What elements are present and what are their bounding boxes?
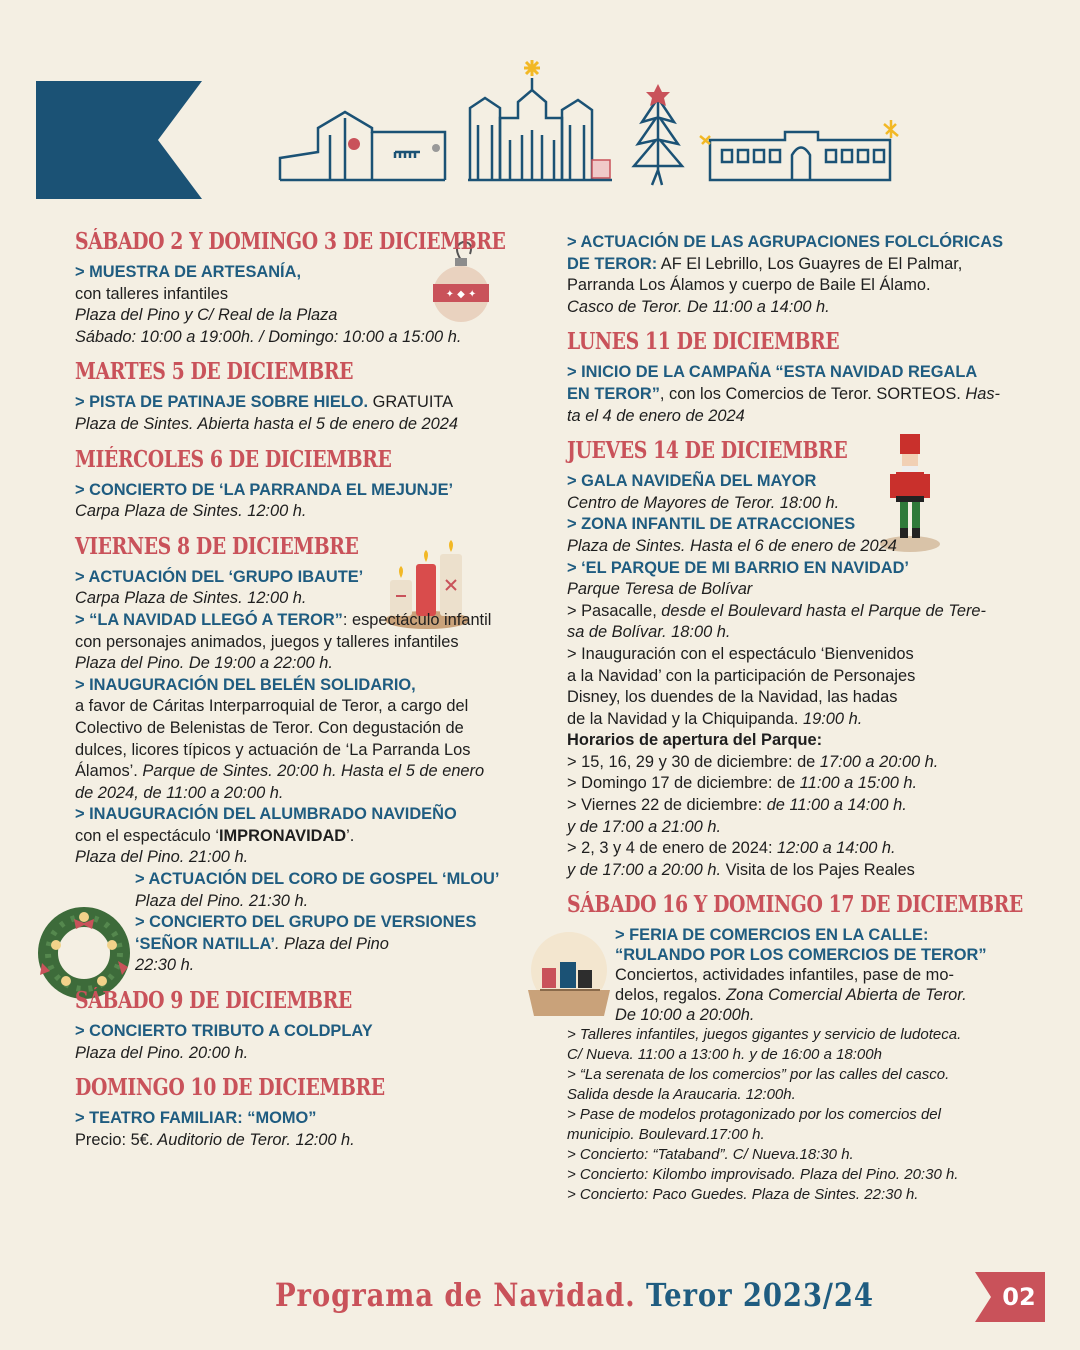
event-item	[75, 480, 535, 523]
sub-event: > Concierto: “Tataband”. C/ Nueva.18:30 h.	[567, 1146, 854, 1164]
event-title: > GALA NAVIDEÑA DEL MAYOR	[567, 472, 817, 491]
event-detail: GRATUITA	[368, 393, 454, 412]
day-heading: SÁBADO 9 DE DICIEMBRE	[75, 987, 352, 1015]
day-heading: MARTES 5 DE DICIEMBRE	[75, 358, 354, 386]
event-detail: Conciertos, actividades infantiles, pase de mo-	[615, 966, 954, 985]
event-detail: Plaza del Pino. 20:00 h.	[75, 1043, 249, 1062]
event-title: EN TEROR”	[567, 384, 660, 403]
event-title: ‘SEÑOR NATILLA’	[135, 934, 275, 953]
event-detail: Plaza del Pino. 21:30 h.	[135, 891, 309, 910]
event-detail: Auditorio de Teror. 12:00 h.	[153, 1130, 355, 1149]
left-column	[75, 228, 535, 1151]
sub-event: Salida desde la Araucaria. 12:00h.	[567, 1086, 796, 1104]
event-detail: Parranda Los Álamos y cuerpo de Baile El Álamo.	[567, 276, 931, 295]
event-item	[567, 232, 1017, 318]
event-item	[567, 471, 1017, 881]
event-title: > TEATRO FAMILIAR: “MOMO”	[75, 1109, 317, 1128]
day-heading: JUEVES 14 DE DICIEMBRE	[567, 437, 848, 465]
hours-time: de 11:00 a 14:00 h.	[762, 796, 907, 815]
event-detail: a favor de Cáritas Interparroquial de Teror, a cargo del	[75, 697, 469, 716]
event-detail: > Inauguración con el espectáculo ‘Bienvenidos	[567, 644, 914, 663]
hours-line: > Domingo 17 de diciembre: de	[567, 774, 796, 793]
banner-flag-icon	[36, 81, 202, 199]
event-detail: Plaza del Pino. 21:00 h.	[75, 848, 249, 867]
event-detail: Álamos’.	[75, 762, 138, 781]
event-detail: de 2024, de 11:00 a 20:00 h.	[75, 783, 284, 802]
event-title: > PISTA DE PATINAJE SOBRE HIELO.	[75, 393, 369, 412]
event-detail: dulces, licores típicos y actuación de ‘La Parranda Los	[75, 740, 471, 759]
event-detail: sa de Bolívar. 18:00 h.	[567, 623, 731, 642]
event-title: > ZONA INFANTIL DE ATRACCIONES	[567, 515, 856, 534]
event-detail: 19:00 h.	[798, 709, 863, 728]
sub-event: > Talleres infantiles, juegos gigantes y servicio de ludoteca.	[567, 1026, 962, 1044]
event-detail: , con los Comercios de Teror. SORTEOS.	[659, 384, 961, 403]
sub-event: > “La serenata de los comercios” por las calles del casco.	[567, 1066, 950, 1084]
day-heading: VIERNES 8 DE DICIEMBRE	[75, 532, 359, 560]
hours-time: 12:00 a 14:00 h.	[772, 839, 896, 858]
event-title: > “LA NAVIDAD LLEGÓ A TEROR”	[75, 610, 343, 629]
footer-title-red: Programa de Navidad.	[275, 1276, 646, 1314]
event-item	[75, 392, 535, 435]
event-detail: Plaza de Sintes. Hasta el 6 de enero de 2024	[567, 536, 897, 555]
event-detail: Carpa Plaza de Sintes. 12:00 h.	[75, 589, 307, 608]
hours-time: y de 17:00 a 21:00 h.	[567, 817, 722, 836]
event-detail: delos, regalos.	[615, 986, 722, 1005]
event-detail: Casco de Teror. De 11:00 a 14:00 h.	[567, 297, 830, 316]
event-detail: Zona Comercial Abierta de Teror.	[721, 986, 967, 1005]
event-detail: Plaza del Pino. De 19:00 a 22:00 h.	[75, 654, 333, 673]
footer-title	[275, 1276, 874, 1314]
event-detail: IMPRONAVIDAD	[218, 826, 347, 845]
page-number: 02	[1002, 1283, 1036, 1311]
event-item	[75, 1021, 535, 1064]
event-detail: Centro de Mayores de Teror. 18:00 h.	[567, 493, 840, 512]
day-heading: MIÉRCOLES 6 DE DICIEMBRE	[75, 445, 392, 473]
event-title: DE TEROR:	[567, 254, 658, 273]
event-item	[567, 925, 1017, 1205]
town-skyline-icon	[270, 40, 910, 190]
event-detail: Plaza de Sintes. Abierta hasta el 5 de enero de 2024	[75, 414, 459, 433]
footer-title-blue: Teror 2023/24	[645, 1276, 874, 1314]
hours-line: > 15, 16, 29 y 30 de diciembre: de	[567, 752, 816, 771]
hours-title: Horarios de apertura del Parque:	[567, 731, 823, 750]
sub-event: municipio. Boulevard.17:00 h.	[567, 1126, 765, 1144]
event-detail: ’.	[346, 826, 355, 845]
event-title: > FERIA DE COMERCIOS EN LA CALLE:	[615, 926, 929, 945]
event-item	[75, 1108, 535, 1151]
event-detail: ta el 4 de enero de 2024	[567, 406, 745, 425]
event-detail: . Plaza del Pino	[274, 934, 389, 953]
event-item	[75, 567, 535, 977]
event-detail: Colectivo de Belenistas de Teror. Con degustación de	[75, 718, 464, 737]
event-title: > ‘EL PARQUE DE MI BARRIO EN NAVIDAD’	[567, 558, 909, 577]
day-heading: LUNES 11 DE DICIEMBRE	[567, 328, 840, 356]
sub-event: > Concierto: Kilombo improvisado. Plaza del Pino. 20:30 h.	[567, 1166, 959, 1184]
event-detail: con talleres infantiles	[75, 284, 229, 303]
event-item	[567, 362, 1017, 427]
hours-time: y de 17:00 a 20:00 h.	[567, 860, 722, 879]
event-detail: de la Navidad y la Chiquipanda.	[567, 709, 799, 728]
event-title: > MUESTRA DE ARTESANÍA,	[75, 263, 301, 281]
day-heading: SÁBADO 2 Y DOMINGO 3 DE DICIEMBRE	[75, 228, 506, 255]
event-detail: desde el Boulevard hasta el Parque de Tere-	[656, 601, 986, 620]
hours-time: 11:00 a 15:00 h.	[795, 774, 918, 793]
event-detail: Disney, los duendes de la Navidad, las hadas	[567, 688, 898, 707]
sub-event: C/ Nueva. 11:00 a 13:00 h. y de 16:00 a 18:00h	[567, 1046, 882, 1064]
right-column	[567, 232, 1023, 1205]
event-title: > INICIO DE LA CAMPAÑA “ESTA NAVIDAD REGALA	[567, 363, 978, 382]
event-title: > INAUGURACIÓN DEL ALUMBRADO NAVIDEÑO	[75, 805, 457, 824]
event-detail: Has-	[960, 384, 1000, 403]
event-detail: con el espectáculo ‘	[75, 826, 219, 845]
event-detail: De 10:00 a 20:00h.	[615, 1006, 755, 1025]
sub-event: > Pase de modelos protagonizado por los comercios del	[567, 1106, 941, 1124]
event-detail: : espectáculo infantil	[342, 610, 492, 629]
hours-line: > Viernes 22 de diciembre:	[567, 796, 763, 815]
event-detail: Parque de Sintes. 20:00 h. Hasta el 5 de enero	[137, 762, 485, 781]
event-title: > ACTUACIÓN DEL CORO DE GOSPEL ‘MLOU’	[135, 870, 500, 889]
event-detail: 22:30 h.	[135, 956, 195, 975]
event-detail: Parque Teresa de Bolívar	[567, 580, 753, 599]
svg-text:✦ ◆ ✦: ✦ ◆ ✦	[445, 289, 477, 300]
day-heading: DOMINGO 10 DE DICIEMBRE	[75, 1074, 385, 1102]
event-detail: a la Navidad’ con la participación de Personajes	[567, 666, 916, 685]
event-title: > CONCIERTO DEL GRUPO DE VERSIONES	[135, 913, 477, 932]
event-detail: > Pasacalle,	[567, 601, 657, 620]
event-detail: Precio: 5€.	[75, 1130, 154, 1149]
event-title: “RULANDO POR LOS COMERCIOS DE TEROR”	[615, 946, 987, 965]
event-detail: AF El Lebrillo, Los Guayres de El Palmar,	[657, 254, 963, 273]
event-title: > INAUGURACIÓN DEL BELÉN SOLIDARIO,	[75, 675, 416, 694]
hours-line: > 2, 3 y 4 de enero de 2024:	[567, 839, 773, 858]
event-detail: Plaza del Pino y C/ Real de la Plaza	[75, 306, 338, 325]
event-detail: Carpa Plaza de Sintes. 12:00 h.	[75, 502, 307, 521]
hours-time: 17:00 a 20:00 h.	[815, 752, 939, 771]
event-title: > CONCIERTO DE ‘LA PARRANDA EL MEJUNJE’	[75, 480, 454, 499]
event-detail: Sábado: 10:00 a 19:00h. / Domingo: 10:00 a 15:00 h.	[75, 327, 462, 346]
hours-line: Visita de los Pajes Reales	[721, 860, 915, 879]
event-detail: con personajes animados, juegos y talleres infantiles	[75, 632, 459, 651]
event-title: > ACTUACIÓN DE LAS AGRUPACIONES FOLCLÓRICAS	[567, 233, 1004, 251]
event-title: > CONCIERTO TRIBUTO A COLDPLAY	[75, 1022, 373, 1041]
event-item	[75, 262, 535, 348]
event-title: > ACTUACIÓN DEL ‘GRUPO IBAUTE’	[75, 567, 364, 586]
day-heading: SÁBADO 16 Y DOMINGO 17 DE DICIEMBRE	[567, 891, 1023, 919]
sub-event: > Concierto: Paco Guedes. Plaza de Sintes. 22:30 h.	[567, 1186, 919, 1204]
